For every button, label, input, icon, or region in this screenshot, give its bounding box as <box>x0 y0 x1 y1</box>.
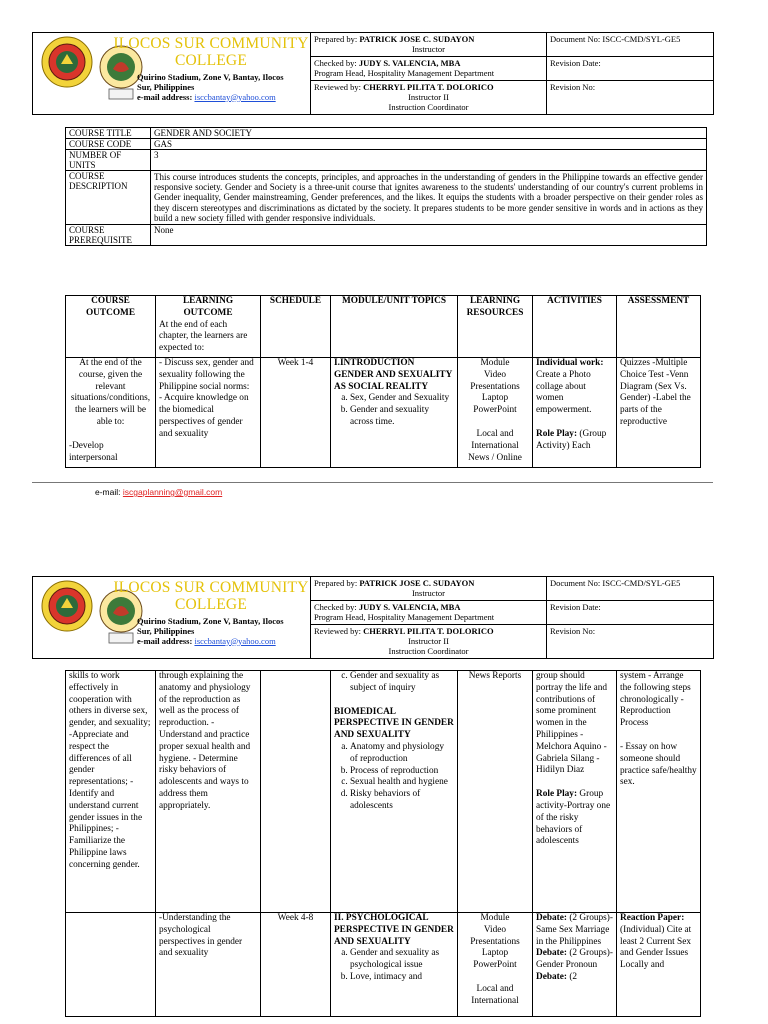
document-header <box>32 32 714 115</box>
schedule-cell: Week 1-4 <box>261 358 331 468</box>
prerequisite-label: COURSE PREREQUISITE <box>66 224 151 245</box>
learning-outcome-cell: - Discuss sex, gender and sexuality following the Philippine social norms: - Acquire knowledge on the biomedical perspectives of gender and sexuality <box>156 358 261 468</box>
col-schedule: SCHEDULE <box>261 296 331 358</box>
col-learning-resources: LEARNING RESOURCES <box>458 296 533 358</box>
school-name: ILOCOS SUR COMMUNITY COLLEGE <box>113 579 309 614</box>
revision-date-cell: Revision Date: <box>547 57 714 81</box>
syllabus-table-page-2 <box>65 670 701 1017</box>
col-module-topics: MODULE/UNIT TOPICS <box>331 296 458 358</box>
province-seal-icon <box>41 580 93 632</box>
course-outcome-cell <box>66 913 156 1017</box>
course-code-value: GAS <box>151 139 707 150</box>
school-name: ILOCOS SUR COMMUNITY COLLEGE <box>113 35 309 70</box>
school-block <box>33 33 311 115</box>
checked-by-cell: Checked by: JUDY S. VALENCIA, MBA Program Head, Hospitality Management Department <box>311 57 547 81</box>
reviewed-by-cell: Reviewed by: CHERRYL PILITA T. DOLORICO Instructor II Instruction Coordinator <box>311 625 547 659</box>
col-activities: ACTIVITIES <box>533 296 617 358</box>
topics-cell: c. Gender and sexuality as subject of inquiry BIOMEDICAL PERSPECTIVE IN GENDER AND SEXUALITY a. Anatomy and physiology of reproduction b. Process of reproduction c. Sexual health and hygiene d. Risky behaviors of adolescents <box>331 671 458 913</box>
syllabus-table-page-1 <box>65 295 701 468</box>
footer-email-link[interactable]: iscgaplanning@gmail.com <box>122 487 223 497</box>
course-outcome-cell: skills to work effectively in cooperation with others in diverse sex, gender, and sexuality; -Appreciate and respect the differences of all gender representations; -Identify and understand current gender issues in the Philippines; -Familiarize the Philippine laws concerning gender. <box>66 671 156 913</box>
assessment-cell: Quizzes -Multiple Choice Test -Venn Diagram (Sex Vs. Gender) -Label the parts of the reproductive <box>617 358 701 468</box>
course-info-table <box>65 127 707 246</box>
prerequisite-value: None <box>151 224 707 245</box>
learning-outcome-cell: through explaining the anatomy and physiology of the reproduction as well as the process of reproduction. - Understand and practice proper sexual health and hygiene. - Determine risky behaviors of adolescents and ways to address them appropriately. <box>156 671 261 913</box>
prepared-by-cell: Prepared by: PATRICK JOSE C. SUDAYON Instructor <box>311 33 547 57</box>
description-label: COURSE DESCRIPTION <box>66 171 151 224</box>
doc-no-cell: Document No: ISCC-CMD/SYL-GE5 <box>547 577 714 601</box>
school-email-link[interactable]: isccbantay@yahoo.com <box>194 635 276 646</box>
revision-date-cell: Revision Date: <box>547 601 714 625</box>
assessment-cell: system - Arrange the following steps chronologically -Reproduction Process - Essay on how someone should practice safe/healthy sex. <box>617 671 701 913</box>
col-course-outcome: COURSE OUTCOME <box>66 296 156 358</box>
activities-cell: Debate: (2 Groups)-Same Sex Marriage in the Philippines Debate: (2 Groups)-Gender Pronoun Debate: (2 <box>533 913 617 1017</box>
province-seal-icon <box>41 36 93 88</box>
col-learning-outcome: LEARNING OUTCOME At the end of each chapter, the learners are expected to: <box>156 296 261 358</box>
activities-cell: Individual work: Create a Photo collage about women empowerment. Role Play: (Group Activity) Each <box>533 358 617 468</box>
topics-cell: II. PSYCHOLOGICAL PERSPECTIVE IN GENDER AND SEXUALITY a. Gender and sexuality as psychological issue b. Love, intimacy and <box>331 913 458 1017</box>
document-header-page-2 <box>32 576 714 659</box>
resources-cell: News Reports <box>458 671 533 913</box>
revision-no-cell: Revision No: <box>547 81 714 115</box>
footer-rule <box>32 482 713 483</box>
description-value: This course introduces students the concepts, principles, and approaches in the understanding of genders in the Philippine towards an effective gender responsive society. Gender and Society is a three-unit course that ignites awareness to the students' understanding of our country's current problems in Gender inequality, Gender mainstreaming, Gender preferences, and the likes. It equips the students with a broader perspective on their gender roles as they discern stereotypes and discriminations as dictated by the society. It prepares students to be more gender sensitive in words and in actions as they build a new society filled with gender responsive individuals. <box>151 171 707 224</box>
assessment-cell: Reaction Paper: (Individual) Cite at least 2 Current Sex and Gender Issues Locally and <box>617 913 701 1017</box>
learning-outcome-cell: -Understanding the psychological perspectives in gender and sexuality <box>156 913 261 1017</box>
revision-no-cell: Revision No: <box>547 625 714 659</box>
activities-cell: group should portray the life and contributions of some prominent women in the Philippines -Melchora Aquino -Gabriela Silang - Hidilyn Diaz Role Play: Group activity-Portray one of the risky behaviors of adolescents <box>533 671 617 913</box>
footer: e-mail: iscgaplanning@gmail.com <box>95 487 223 497</box>
col-assessment: ASSESSMENT <box>617 296 701 358</box>
units-value: 3 <box>151 150 707 171</box>
units-label: NUMBER OF UNITS <box>66 150 151 171</box>
course-title-label: COURSE TITLE <box>66 128 151 139</box>
school-email-link[interactable]: isccbantay@yahoo.com <box>194 91 276 102</box>
school-address: Quirino Stadium, Zone V, Bantay, Ilocos Sur, Philippines e-mail address: isccbantay@yahoo.com <box>137 72 284 102</box>
schedule-cell <box>261 671 331 913</box>
school-block <box>33 577 311 659</box>
resources-cell: Module Video Presentations Laptop PowerPoint Local and International <box>458 913 533 1017</box>
checked-by-cell: Checked by: JUDY S. VALENCIA, MBA Program Head, Hospitality Management Department <box>311 601 547 625</box>
topics-cell: I.INTRODUCTION GENDER AND SEXUALITY AS SOCIAL REALITY a. Sex, Gender and Sexuality b. Gender and sexuality across time. <box>331 358 458 468</box>
course-outcome-cell: At the end of the course, given the relevant situations/conditions, the learners will be able to: -Develop interpersonal <box>66 358 156 468</box>
course-code-label: COURSE CODE <box>66 139 151 150</box>
prepared-by-cell: Prepared by: PATRICK JOSE C. SUDAYON Instructor <box>311 577 547 601</box>
school-address: Quirino Stadium, Zone V, Bantay, Ilocos Sur, Philippines e-mail address: isccbantay@yahoo.com <box>137 616 284 646</box>
course-title-value: GENDER AND SOCIETY <box>151 128 707 139</box>
schedule-cell: Week 4-8 <box>261 913 331 1017</box>
resources-cell: Module Video Presentations Laptop PowerPoint Local and International News / Online <box>458 358 533 468</box>
doc-no-cell: Document No: ISCC-CMD/SYL-GE5 <box>547 33 714 57</box>
reviewed-by-cell: Reviewed by: CHERRYL PILITA T. DOLORICO Instructor II Instruction Coordinator <box>311 81 547 115</box>
